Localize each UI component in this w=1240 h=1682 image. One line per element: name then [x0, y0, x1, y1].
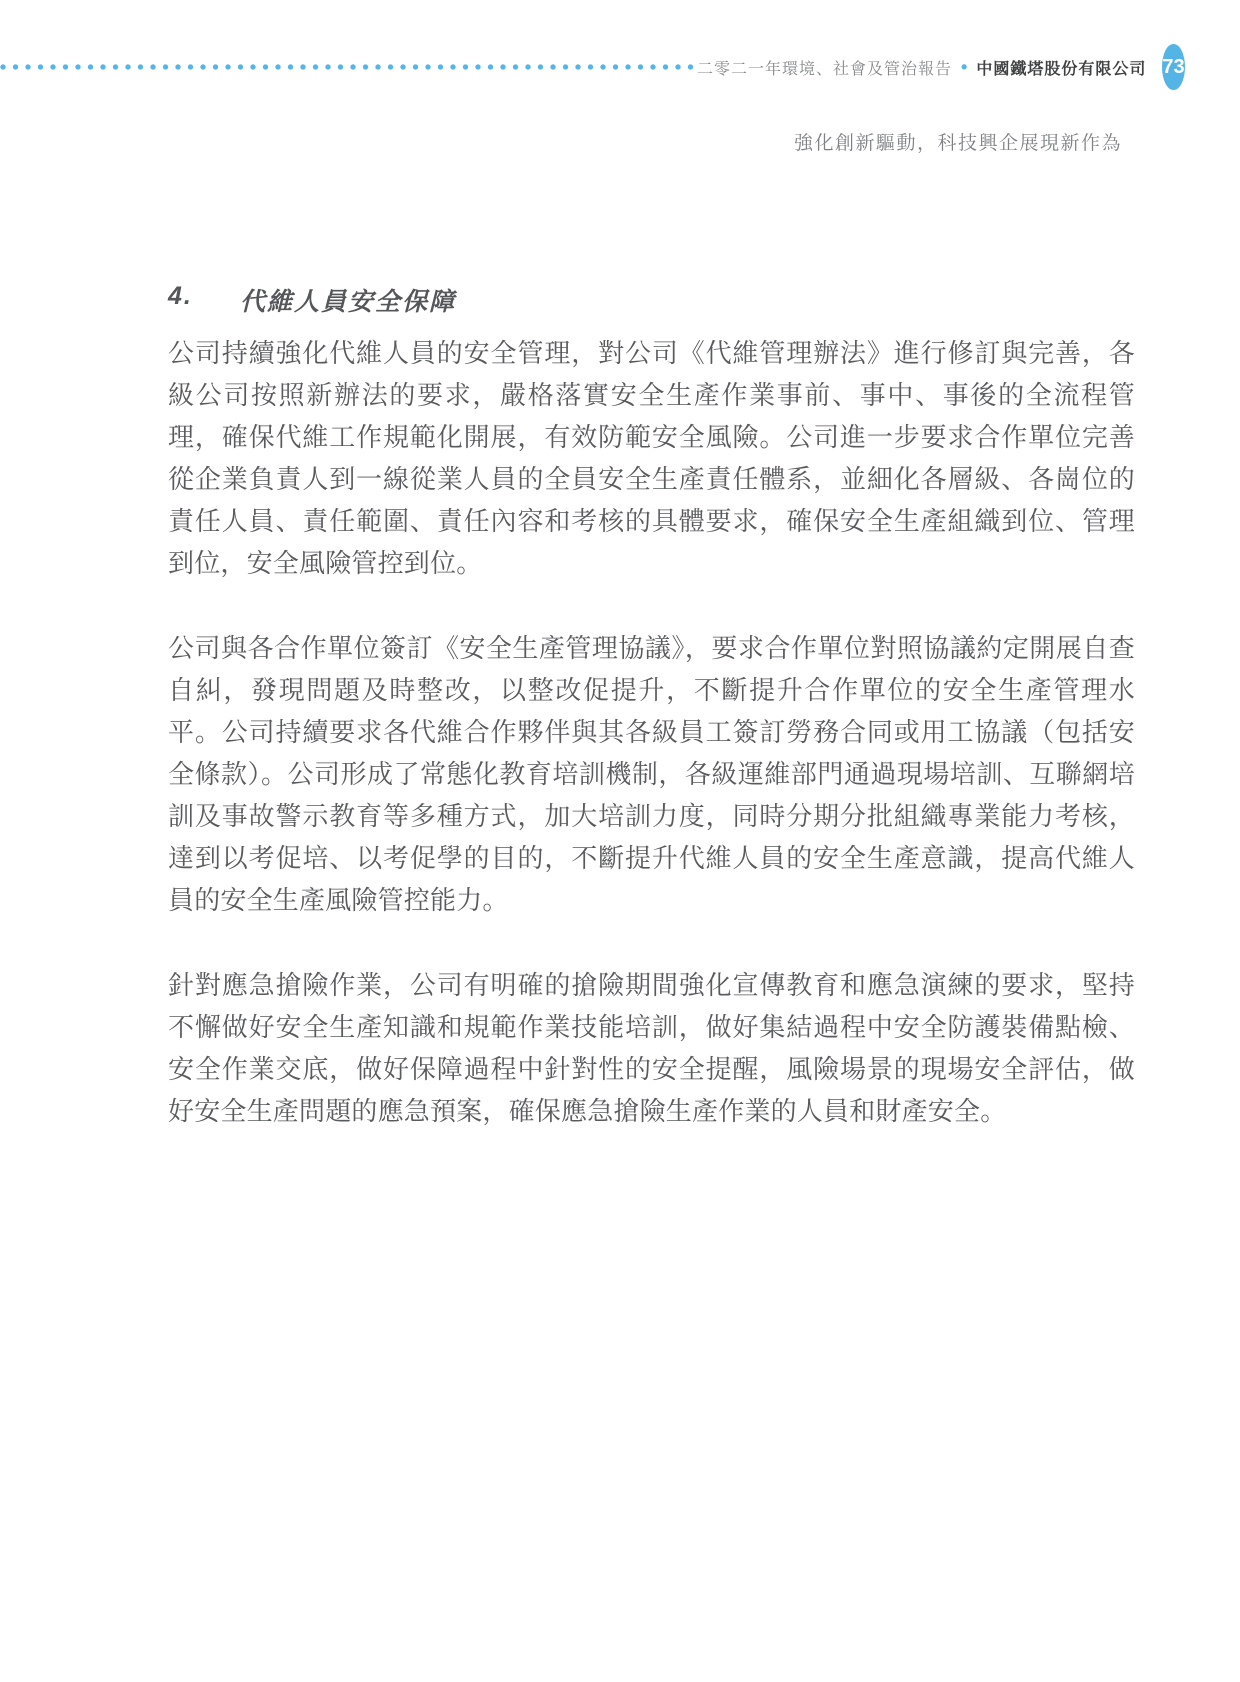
- page-number-badge: 73: [1162, 44, 1184, 90]
- page-header: [0, 44, 1240, 90]
- chapter-banner: 強化創新驅動，科技興企展現新作為: [793, 133, 1122, 154]
- report-title: 二零二一年環境、社會及管治報告: [697, 60, 953, 78]
- paragraph-3: 針對應急搶險作業，公司有明確的搶險期間強化宣傳教育和應急演練的要求，堅持不懈做好安全生產知識和規範作業技能培訓，做好集結過程中安全防護裝備點檢、安全作業交底，做好保障過程中針對性的安全提醒，風險場景的現場安全評估，做好安全生產問題的應急預案，確保應急搶險生產作業的人員和財產安全。: [168, 970, 1135, 1126]
- dotted-leader-line: [0, 64, 697, 70]
- main-content: [168, 282, 1135, 1175]
- header-title-group: [697, 56, 1146, 79]
- section-heading: [168, 282, 1135, 318]
- section-number: 4.: [168, 282, 193, 310]
- company-name: 中國鐵塔股份有限公司: [976, 60, 1147, 78]
- bullet-separator-icon: •: [961, 56, 968, 77]
- section-title: 代維人員安全保障: [240, 288, 457, 316]
- paragraph-2: 公司與各合作單位簽訂《安全生產管理協議》，要求合作單位對照協議約定開展自查自糾，發現問題及時整改，以整改促提升，不斷提升合作單位的安全生產管理水平。公司持續要求各代維合作夥伴與其各級員工簽訂勞務合同或用工協議（包括安全條款）。公司形成了常態化教育培訓機制，各級運維部門通過現場培訓、互聯網培訓及事故警示教育等多種方式，加大培訓力度，同時分期分批組織專業能力考核，達到以考促培、以考促學的目的，不斷提升代維人員的安全生產意識，提高代維人員的安全生產風險管控能力。: [168, 633, 1135, 915]
- paragraph-1: 公司持續強化代維人員的安全管理，對公司《代維管理辦法》進行修訂與完善，各級公司按照新辦法的要求，嚴格落實安全生產作業事前、事中、事後的全流程管理，確保代維工作規範化開展，有效防範安全風險。公司進一步要求合作單位完善從企業負責人到一線從業人員的全員安全生產責任體系，並細化各層級、各崗位的責任人員、責任範圍、責任內容和考核的具體要求，確保安全生產組織到位、管理到位，安全風險管控到位。: [168, 338, 1135, 578]
